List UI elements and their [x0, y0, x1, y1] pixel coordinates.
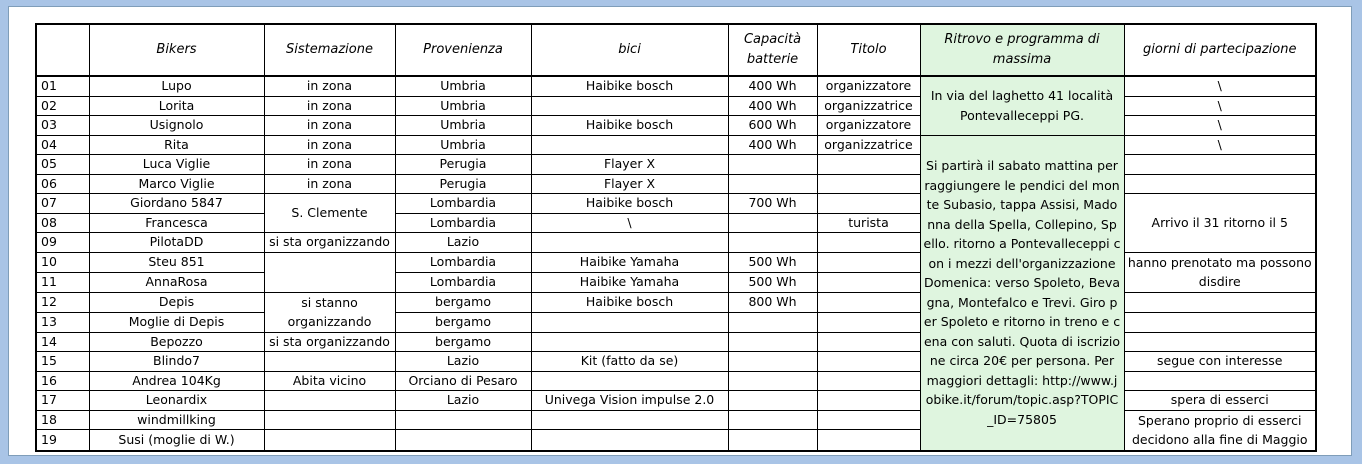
bici-cell: Univega Vision impulse 2.0: [531, 391, 728, 411]
provenienza-cell: Lombardia: [395, 252, 531, 272]
giorni-cell: [1124, 174, 1316, 194]
row-number: 07: [36, 194, 89, 214]
batteria-cell: 500 Wh: [728, 272, 817, 292]
titolo-cell: [817, 194, 920, 214]
biker-name: windmillking: [89, 410, 264, 430]
ritrovo-programma: Si partirà il sabato mattina per raggiungere le pendici del monte Subasio, tappa Assisi, Madonna della Spella, Collepino, Spello. ritorno a Pontevalleceppi con i mezzi dell'organizzazione Domenica: verso Spoleto, Bevagna, Montefalco e Trevi. Giro per Spoleto e ritorno in treno e cena con saluti. Quota di iscrizione circa 20€ per persona. Per maggiori dettagli: http://www.jobike.it/forum/topic.asp?TOPIC_ID=75805: [920, 135, 1124, 451]
titolo-cell: [817, 410, 920, 430]
row-number: 14: [36, 332, 89, 352]
provenienza-cell: Perugia: [395, 174, 531, 194]
batteria-cell: 700 Wh: [728, 194, 817, 214]
sistemazione-cell: S. Clemente: [264, 194, 395, 233]
sistemazione-cell: [264, 252, 395, 292]
batteria-cell: 500 Wh: [728, 252, 817, 272]
biker-name: Luca Viglie: [89, 155, 264, 175]
header-giorni: giorni di partecipazione: [1124, 24, 1316, 76]
sistemazione-cell: in zona: [264, 96, 395, 116]
bici-cell: [531, 233, 728, 253]
row-number: 19: [36, 430, 89, 451]
sistemazione-cell: in zona: [264, 155, 395, 175]
giorni-cell: segue con interesse: [1124, 352, 1316, 372]
titolo-cell: [817, 332, 920, 352]
provenienza-cell: Lazio: [395, 233, 531, 253]
table-row: [36, 76, 1316, 96]
header-sistemazione: Sistemazione: [264, 24, 395, 76]
biker-name: Andrea 104Kg: [89, 371, 264, 391]
batteria-cell: [728, 312, 817, 332]
provenienza-cell: bergamo: [395, 292, 531, 312]
bici-cell: [531, 96, 728, 116]
giorni-cell: [1124, 292, 1316, 312]
biker-name: Francesca: [89, 213, 264, 233]
bici-cell: Haibike bosch: [531, 76, 728, 96]
biker-name: AnnaRosa: [89, 272, 264, 292]
giorni-cell: [1124, 371, 1316, 391]
row-number: 05: [36, 155, 89, 175]
header-row: [36, 24, 1316, 76]
bici-cell: Haibike Yamaha: [531, 252, 728, 272]
biker-name: Moglie di Depis: [89, 312, 264, 332]
batteria-cell: 600 Wh: [728, 116, 817, 136]
bici-cell: [531, 332, 728, 352]
biker-name: Rita: [89, 135, 264, 155]
bici-cell: Flayer X: [531, 174, 728, 194]
batteria-cell: [728, 410, 817, 430]
sistemazione-cell: in zona: [264, 135, 395, 155]
provenienza-cell: Umbria: [395, 135, 531, 155]
sistemazione-cell: in zona: [264, 174, 395, 194]
bici-cell: [531, 312, 728, 332]
sistemazione-cell: in zona: [264, 76, 395, 96]
sistemazione-cell: [264, 352, 395, 372]
provenienza-cell: Lazio: [395, 391, 531, 411]
giorni-cell: spera di esserci: [1124, 391, 1316, 411]
batteria-cell: [728, 213, 817, 233]
bici-cell: [531, 430, 728, 451]
batteria-cell: [728, 371, 817, 391]
table-row: [36, 371, 1316, 391]
row-number: 15: [36, 352, 89, 372]
row-number: 09: [36, 233, 89, 253]
batteria-cell: [728, 391, 817, 411]
giorni-cell: \: [1124, 76, 1316, 96]
batteria-cell: [728, 332, 817, 352]
bici-cell: Haibike bosch: [531, 194, 728, 214]
spreadsheet-frame: [8, 6, 1352, 456]
table-row: [36, 116, 1316, 136]
sistemazione-cell: [264, 410, 395, 430]
sistemazione-cell: si sta organizzando: [264, 332, 395, 352]
bici-cell: Haibike bosch: [531, 116, 728, 136]
provenienza-cell: bergamo: [395, 312, 531, 332]
table-row: [36, 391, 1316, 411]
header-titolo: Titolo: [817, 24, 920, 76]
sistemazione-cell: si sta organizzando: [264, 233, 395, 253]
biker-name: Lorita: [89, 96, 264, 116]
provenienza-cell: Lombardia: [395, 213, 531, 233]
table-row: [36, 312, 1316, 332]
biker-name: Leonardix: [89, 391, 264, 411]
provenienza-cell: Lombardia: [395, 272, 531, 292]
batteria-cell: [728, 155, 817, 175]
sistemazione-cell: in zona: [264, 116, 395, 136]
titolo-cell: organizzatore: [817, 76, 920, 96]
titolo-cell: [817, 371, 920, 391]
biker-name: Giordano 5847: [89, 194, 264, 214]
titolo-cell: [817, 155, 920, 175]
provenienza-cell: Umbria: [395, 76, 531, 96]
biker-name: Susi (moglie di W.): [89, 430, 264, 451]
table-row: [36, 410, 1316, 430]
header-batterie: Capacità batterie: [728, 24, 817, 76]
giorni-cell: \: [1124, 116, 1316, 136]
titolo-cell: [817, 174, 920, 194]
row-number: 10: [36, 252, 89, 272]
titolo-cell: [817, 391, 920, 411]
bici-cell: Haibike bosch: [531, 292, 728, 312]
ritrovo-luogo: In via del laghetto 41 località Pontevalleceppi PG.: [920, 76, 1124, 135]
sistemazione-cell: [264, 430, 395, 451]
table-row: [36, 352, 1316, 372]
row-number: 02: [36, 96, 89, 116]
provenienza-cell: [395, 430, 531, 451]
row-number: 13: [36, 312, 89, 332]
titolo-cell: [817, 233, 920, 253]
giorni-arrivo: Arrivo il 31 ritorno il 5: [1124, 194, 1316, 253]
row-number: 12: [36, 292, 89, 312]
titolo-cell: organizzatrice: [817, 96, 920, 116]
table-row: [36, 155, 1316, 175]
biker-name: Usignolo: [89, 116, 264, 136]
titolo-cell: [817, 272, 920, 292]
row-number: 18: [36, 410, 89, 430]
bici-cell: \: [531, 213, 728, 233]
giorni-cell: \: [1124, 135, 1316, 155]
row-number: 06: [36, 174, 89, 194]
header-bici: bici: [531, 24, 728, 76]
row-number: 16: [36, 371, 89, 391]
bici-cell: [531, 410, 728, 430]
header-num: [36, 24, 89, 76]
giorni-cell: [1124, 312, 1316, 332]
bici-cell: Flayer X: [531, 155, 728, 175]
bici-cell: Kit (fatto da se): [531, 352, 728, 372]
batteria-cell: [728, 233, 817, 253]
giorni-cell: [1124, 332, 1316, 352]
batteria-cell: [728, 174, 817, 194]
provenienza-cell: [395, 410, 531, 430]
batteria-cell: 400 Wh: [728, 135, 817, 155]
sistemazione-cell: Abita vicino: [264, 371, 395, 391]
batteria-cell: 800 Wh: [728, 292, 817, 312]
provenienza-cell: Orciano di Pesaro: [395, 371, 531, 391]
biker-name: Blindo7: [89, 352, 264, 372]
table-row: [36, 332, 1316, 352]
bici-cell: [531, 371, 728, 391]
titolo-cell: [817, 352, 920, 372]
provenienza-cell: Lazio: [395, 352, 531, 372]
sistemazione-cell: [264, 391, 395, 411]
biker-name: Steu 851: [89, 252, 264, 272]
titolo-cell: [817, 252, 920, 272]
bici-cell: [531, 135, 728, 155]
giorni-cell: \: [1124, 96, 1316, 116]
titolo-cell: [817, 312, 920, 332]
header-bikers: Bikers: [89, 24, 264, 76]
provenienza-cell: Umbria: [395, 116, 531, 136]
sistemazione-cell: si stanno organizzando: [264, 292, 395, 332]
titolo-cell: turista: [817, 213, 920, 233]
biker-name: Marco Viglie: [89, 174, 264, 194]
header-ritrovo: Ritrovo e programma di massima: [920, 24, 1124, 76]
row-number: 17: [36, 391, 89, 411]
table-row: [36, 292, 1316, 312]
giorni-prenotato: hanno prenotato ma possono disdire: [1124, 252, 1316, 292]
bici-cell: Haibike Yamaha: [531, 272, 728, 292]
row-number: 08: [36, 213, 89, 233]
titolo-cell: [817, 430, 920, 451]
titolo-cell: organizzatrice: [817, 135, 920, 155]
table-row: [36, 135, 1316, 155]
provenienza-cell: Perugia: [395, 155, 531, 175]
row-number: 01: [36, 76, 89, 96]
giorni-cell: [1124, 155, 1316, 175]
table-row: [36, 252, 1316, 272]
row-number: 04: [36, 135, 89, 155]
batteria-cell: [728, 430, 817, 451]
titolo-cell: organizzatore: [817, 116, 920, 136]
row-number: 03: [36, 116, 89, 136]
batteria-cell: [728, 352, 817, 372]
header-provenienza: Provenienza: [395, 24, 531, 76]
biker-name: Lupo: [89, 76, 264, 96]
table-row: [36, 96, 1316, 116]
bikers-table: [35, 23, 1317, 452]
provenienza-cell: Umbria: [395, 96, 531, 116]
batteria-cell: 400 Wh: [728, 96, 817, 116]
provenienza-cell: bergamo: [395, 332, 531, 352]
batteria-cell: 400 Wh: [728, 76, 817, 96]
titolo-cell: [817, 292, 920, 312]
table-row: [36, 194, 1316, 214]
biker-name: Bepozzo: [89, 332, 264, 352]
row-number: 11: [36, 272, 89, 292]
table-row: [36, 174, 1316, 194]
biker-name: PilotaDD: [89, 233, 264, 253]
provenienza-cell: Lombardia: [395, 194, 531, 214]
biker-name: Depis: [89, 292, 264, 312]
giorni-sperano: Sperano proprio di esserci decidono alla fine di Maggio: [1124, 410, 1316, 451]
